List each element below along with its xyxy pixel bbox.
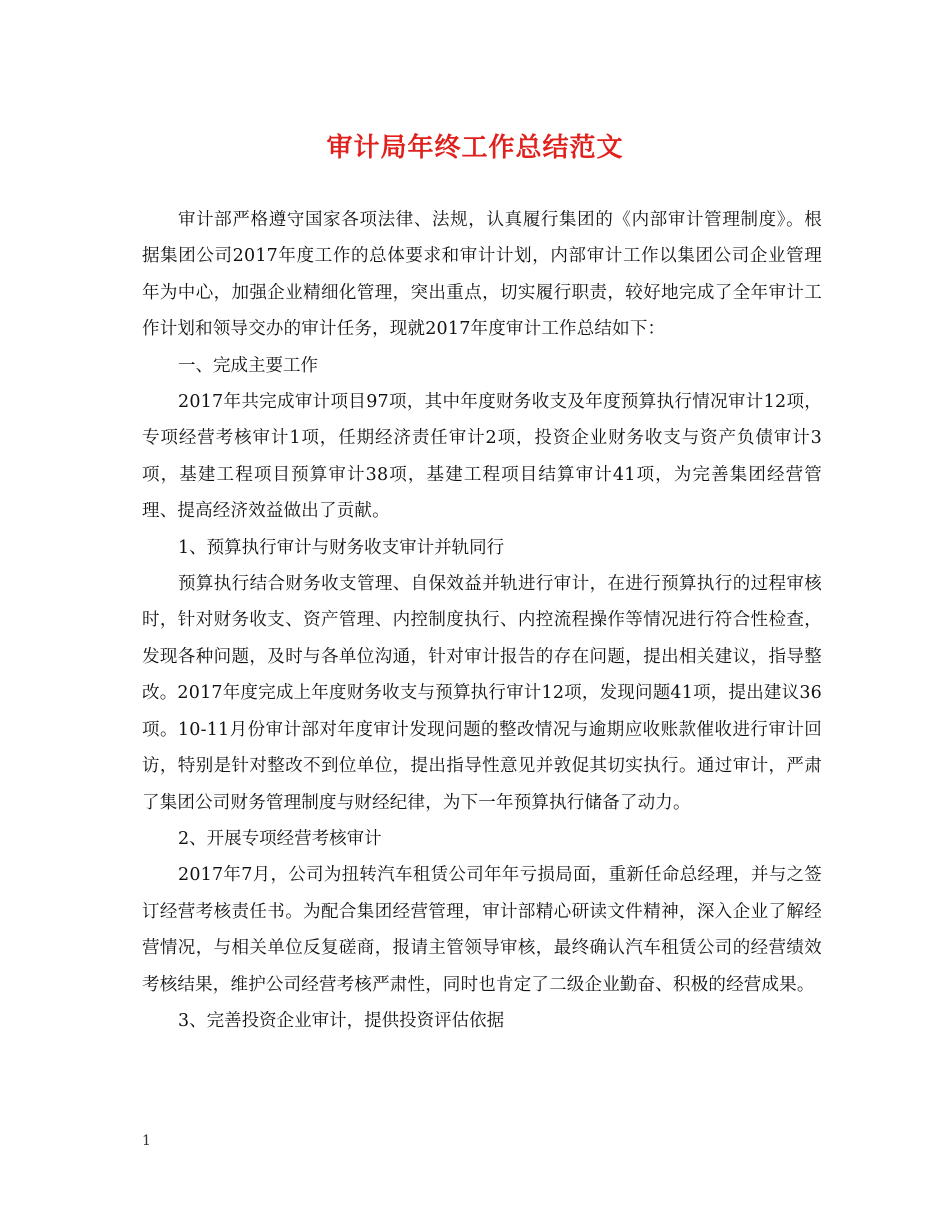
operation-audit-paragraph: 2017年7月，公司为扭转汽车租赁公司年年亏损局面，重新任命总经理，并与之签订经营考核责任书。为配合集团经营管理，审计部精心研读文件精神，深入企业了解经营情况，与相关单位反复磋商，报请主管领导审核，最终确认汽车租赁公司的经营绩效考核结果，维护公司经营考核严肃性，同时也肯定了二级企业勤奋、积极的经营成果。: [142, 865, 822, 995]
subheading-investment-audit: 3、完善投资企业审计，提供投资评估依据: [178, 1010, 505, 1031]
section-heading-main-work: 一、完成主要工作: [178, 355, 318, 376]
document-title: 审计局年终工作总结范文: [326, 133, 624, 163]
subheading-operation-audit: 2、开展专项经营考核审计: [178, 828, 382, 849]
intro-paragraph: 审计部严格遵守国家各项法律、法规，认真履行集团的《内部审计管理制度》。根据集团公司2017年度工作的总体要求和审计计划，内部审计工作以集团公司企业管理年为中心，加强企业精细化管理，突出重点，切实履行职责，较好地完成了全年审计工作计划和领导交办的审计任务，现就2017年度审计工作总结如下：: [142, 210, 822, 340]
budget-audit-paragraph: 预算执行结合财务收支管理、自保效益并轨进行审计，在进行预算执行的过程审核时，针对财务收支、资产管理、内控制度执行、内控流程操作等情况进行符合性检查，发现各种问题，及时与各单位沟通，针对审计报告的存在问题，提出相关建议，指导整改。2017年度完成上年度财务收支与预算执行审计12项，发现问题41项，提出建议36项。10-11月份审计部对年度审计发现问题的整改情况与逾期应收账款催收进行审计回访，特别是针对整改不到位单位，提出指导性意见并敦促其切实执行。通过审计，严肃了集团公司财务管理制度与财经纪律，为下一年预算执行储备了动力。: [142, 574, 822, 813]
page-number: 1: [142, 1133, 151, 1149]
subheading-budget-audit: 1、预算执行审计与财务收支审计并轨同行: [178, 537, 505, 558]
document-body: [142, 202, 822, 1039]
summary-paragraph: 2017年共完成审计项目97项，其中年度财务收支及年度预算执行情况审计12项，专项经营考核审计1项，任期经济责任审计2项，投资企业财务收支与资产负债审计3项，基建工程项目预算审计38项，基建工程项目结算审计41项，为完善集团经营管理、提高经济效益做出了贡献。: [142, 392, 822, 522]
